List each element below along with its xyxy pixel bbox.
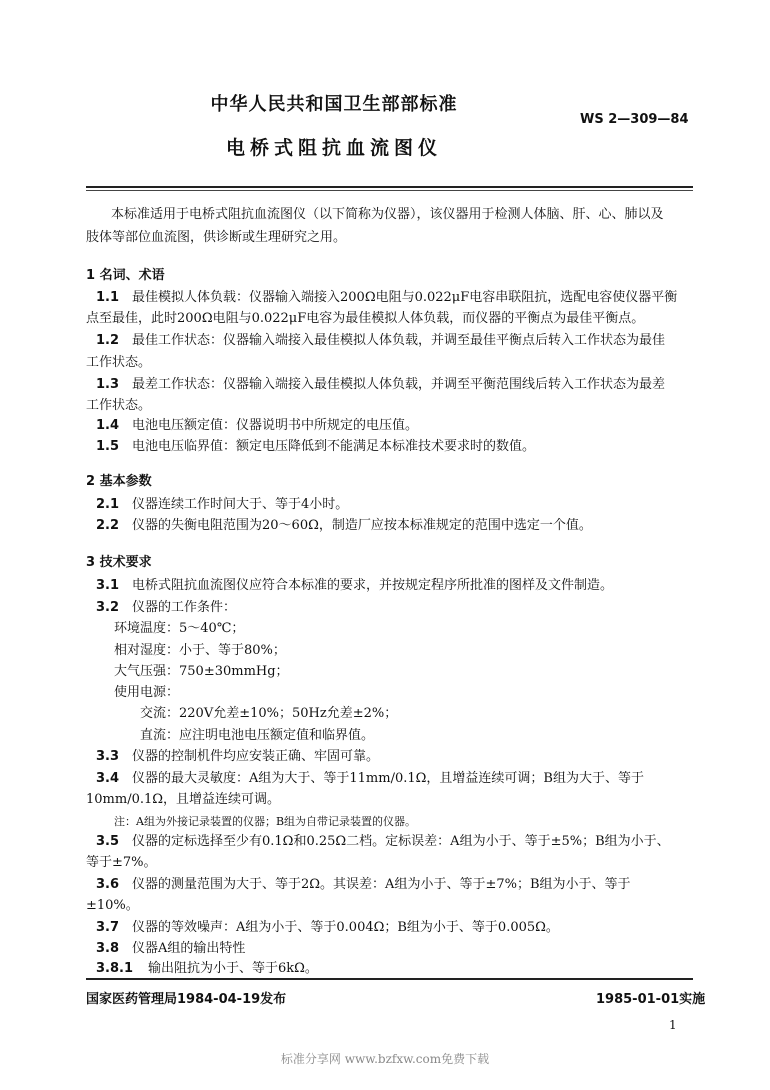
- item-number: 3.2: [96, 600, 120, 615]
- item-2-1: [96, 494, 348, 515]
- item-text: 最佳工作状态：仪器输入端接入最佳模拟人体负载，并调至最佳平衡点后转入工作状态为最佳: [132, 333, 666, 348]
- item-1-2-cont: 工作状态。: [86, 355, 152, 370]
- standard-title: 中华人民共和国卫生部部标准: [210, 94, 458, 115]
- item-text: 电池电压临界值：额定电压降低到不能满足本标准技术要求时的数值。: [132, 439, 536, 454]
- item-3-5: [96, 831, 670, 852]
- section-1-heading: 1 名词、术语: [86, 268, 165, 283]
- item-text: 仪器的测量范围为大于、等于2Ω。其误差：A组为小于、等于±7%；B组为小于、等于: [132, 877, 631, 892]
- item-text: 仪器的控制机件均应安装正确、牢固可靠。: [132, 749, 380, 764]
- item-number: 3.4: [96, 771, 120, 786]
- item-number: 3.6: [96, 877, 120, 892]
- condition-power: 使用电源：: [114, 685, 180, 700]
- item-1-3: [96, 374, 665, 395]
- item-1-2: [96, 330, 665, 351]
- header-rule: [86, 186, 693, 188]
- item-number: 2.1: [96, 497, 120, 512]
- item-3-4: [96, 768, 644, 789]
- item-3-6-cont: ±10%。: [86, 898, 139, 913]
- item-number: 2.2: [96, 518, 120, 533]
- condition-temperature: 环境温度：5～40℃；: [114, 621, 245, 636]
- issued-by: 国家医药管理局1984-04-19发布: [86, 992, 287, 1007]
- item-1-4: [96, 415, 418, 436]
- intro-line-2: 肢体等部位血流图，供诊断或生理研究之用。: [86, 230, 347, 245]
- item-3-2: [96, 597, 236, 618]
- item-number: 3.5: [96, 834, 120, 849]
- item-number: 3.1: [96, 578, 120, 593]
- item-3-8: [96, 938, 245, 959]
- note-group-definition: 注：A组为外接记录装置的仪器；B组为自带记录装置的仪器。: [114, 815, 417, 828]
- item-text: 仪器连续工作时间大于、等于4小时。: [132, 497, 349, 512]
- item-number: 3.3: [96, 749, 120, 764]
- item-text: 仪器A组的输出特性: [132, 941, 246, 956]
- item-number: 1.4: [96, 418, 120, 433]
- power-dc: 直流：应注明电池电压额定值和临界值。: [140, 728, 375, 743]
- item-3-8-1: [96, 958, 318, 979]
- power-ac: 交流：220V允差±10%；50Hz允差±2%；: [140, 706, 398, 721]
- standard-code: WS 2—309—84: [580, 112, 689, 127]
- watermark-text: 标准分享网 www.bzfxw.com免费下载: [280, 1052, 490, 1066]
- page-number: 1: [669, 1018, 677, 1032]
- item-3-3: [96, 746, 379, 767]
- item-text: 最差工作状态：仪器输入端接入最佳模拟人体负载，并调至平衡范围线后转入工作状态为最差: [132, 377, 666, 392]
- item-text: 仪器的失衡电阻范围为20～60Ω，制造厂应按本标准规定的范围中选定一个值。: [132, 518, 592, 533]
- item-text: 电桥式阻抗血流图仪应符合本标准的要求，并按规定程序所批准的图样及文件制造。: [132, 578, 614, 593]
- effective-date: 1985-01-01实施: [596, 992, 706, 1007]
- item-3-7: [96, 917, 559, 938]
- item-number: 3.7: [96, 920, 120, 935]
- item-3-5-cont: 等于±7%。: [86, 855, 157, 870]
- item-number: 1.2: [96, 333, 120, 348]
- section-2-heading: 2 基本参数: [86, 474, 152, 489]
- item-number: 1.5: [96, 439, 120, 454]
- condition-humidity: 相对湿度：小于、等于80%；: [114, 643, 286, 658]
- item-1-3-cont: 工作状态。: [86, 398, 152, 413]
- footer-rule: [86, 978, 693, 980]
- item-number: 3.8: [96, 941, 120, 956]
- item-text: 仪器的定标选择至少有0.1Ω和0.25Ω二档。定标误差：A组为小于、等于±5%；B组为小于、: [132, 834, 670, 849]
- item-1-5: [96, 436, 535, 457]
- item-1-1: [96, 287, 677, 308]
- item-text: 仪器的等效噪声：A组为小于、等于0.004Ω；B组为小于、等于0.005Ω。: [132, 920, 559, 935]
- item-1-1-cont: 点至最佳，此时200Ω电阻与0.022μF电容为最佳模拟人体负载，而仪器的平衡点为最佳平衡点。: [86, 311, 645, 326]
- item-number: 3.8.1: [96, 961, 134, 976]
- intro-line-1: 本标准适用于电桥式阻抗血流图仪（以下简称为仪器），该仪器用于检测人体脑、肝、心、肺以及: [111, 207, 664, 222]
- item-text: 仪器的工作条件：: [132, 600, 237, 615]
- item-text: 仪器的最大灵敏度：A组为大于、等于11mm/0.1Ω，且增益连续可调；B组为大于、等于: [132, 771, 644, 786]
- document-title: 电桥式阻抗血流图仪: [225, 137, 442, 159]
- item-text: 输出阻抗为小于、等于6kΩ。: [148, 961, 318, 976]
- condition-pressure: 大气压强：750±30mmHg；: [114, 664, 289, 679]
- item-3-6: [96, 874, 631, 895]
- item-number: 1.1: [96, 290, 120, 305]
- item-2-2: [96, 515, 592, 536]
- item-3-4-cont: 10mm/0.1Ω，且增益连续可调。: [86, 792, 281, 807]
- header-rule-thin: [86, 190, 693, 191]
- section-3-heading: 3 技术要求: [86, 555, 152, 570]
- item-3-1: [96, 575, 613, 596]
- item-text: 最佳模拟人体负载：仪器输入端接入200Ω电阻与0.022μF电容串联阻抗，选配电容使仪器平衡: [132, 290, 678, 305]
- item-number: 1.3: [96, 377, 120, 392]
- item-text: 电池电压额定值：仪器说明书中所规定的电压值。: [132, 418, 419, 433]
